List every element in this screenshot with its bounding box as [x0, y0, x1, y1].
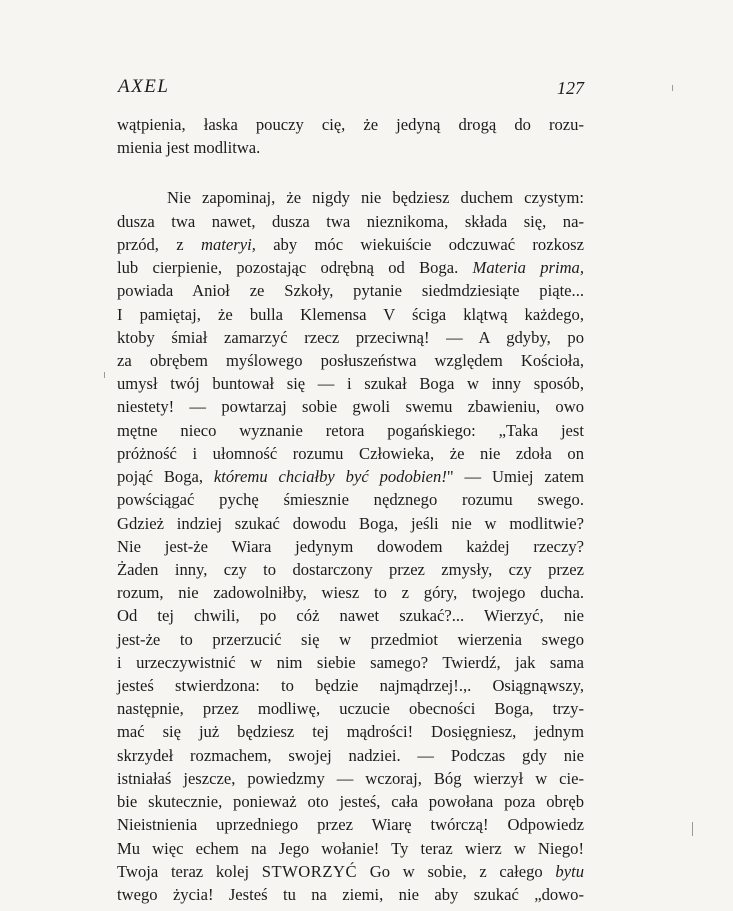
running-title: AXEL: [118, 76, 170, 97]
text-segment: aby móc wiekuiście odczuwać rozkosz: [255, 234, 585, 254]
text-line: [117, 372, 584, 395]
margin-mark: [672, 85, 673, 91]
text-segment: pojąć Boga,: [117, 467, 214, 487]
text-segment: Twoja teraz kolej: [117, 861, 262, 881]
text-segment: mać się już będziesz tej mądrości! Dosięgniesz, jednym: [117, 722, 584, 742]
margin-mark: [692, 822, 693, 836]
text-segment: Mu więc echem na Jego wołanie! Ty teraz wierz w Niego!: [117, 838, 584, 858]
text-segment: istniałaś jeszcze, powiedzmy — wczoraj, Bóg wierzył w cie-: [117, 768, 584, 788]
text-line: [117, 674, 584, 697]
running-head: [118, 76, 584, 102]
text-line: [117, 488, 584, 511]
italic-text: materyi,: [201, 234, 256, 254]
text-segment: umysł twój buntował się — i szukał Boga w inny sposób,: [117, 374, 584, 394]
paragraph: [117, 113, 584, 159]
text-line: [117, 210, 584, 233]
text-segment: dusza twa nawet, dusza twa nieznikoma, składa się, na-: [117, 211, 584, 231]
text-line: [117, 465, 584, 488]
text-line: [117, 860, 584, 883]
text-segment: bie skutecznie, ponieważ oto jesteś, cała powołana poza obręb: [117, 792, 584, 812]
text-segment: powiada Anioł ze Szkoły, pytanie siedmdziesiąte piąte...: [117, 281, 584, 301]
text-line: [117, 395, 584, 418]
text-segment: Nie zapominaj, że nigdy nie będziesz duchem czystym:: [167, 188, 584, 208]
text-segment: mętne nieco wyznanie retora pogańskiego: „Taka jest: [117, 420, 584, 440]
text-segment: Od tej chwili, po cóż nawet szukać?... Wierzyć, nie: [117, 606, 584, 626]
text-segment: wątpienia, łaska pouczy cię, że jedyną drogą do rozu-: [117, 115, 584, 134]
text-line: [117, 744, 584, 767]
text-line: [117, 442, 584, 465]
italic-text: któremu chciałby być podobien!: [213, 467, 447, 487]
text-segment: mienia jest modlitwa.: [117, 138, 261, 158]
text-line: [117, 697, 584, 720]
text-line: [117, 790, 584, 813]
text-segment: jest-że to przerzucić się w przedmiot wierzenia swego: [117, 629, 584, 649]
text-segment: " — Umiej zatem: [446, 467, 584, 487]
text-line: [117, 581, 584, 604]
text-line: [117, 604, 584, 627]
text-segment: twego życia! Jesteś tu na ziemi, nie aby szukać „dowo-: [117, 885, 584, 904]
text-line: [117, 303, 584, 326]
text-segment: niestety! — powtarzaj sobie gwoli swemu zbawieniu, owo: [117, 397, 584, 417]
text-segment: i urzeczywistnić w nim siebie samego? Twierdź, jak sama: [117, 652, 584, 672]
text-line: [117, 813, 584, 836]
small-caps-text: STWORZYĆ: [261, 861, 358, 881]
text-segment: za obrębem myślowego posłuszeństwa względem Kościoła,: [117, 350, 584, 370]
text-segment: Żaden inny, czy to dostarczony przez zmysły, czy przez: [117, 559, 584, 579]
text-segment: skrzydeł rozmachem, swojej nadziei. — Podczas gdy nie: [117, 745, 584, 765]
text-line: [117, 136, 584, 159]
text-segment: przód, z: [117, 234, 201, 254]
text-line: [117, 186, 584, 209]
text-line: [117, 256, 584, 279]
paragraph: [117, 186, 584, 906]
text-segment: rozum, nie zadowolniłby, wiesz to z góry, twojego ducha.: [117, 583, 584, 603]
text-line: [117, 558, 584, 581]
text-line: [117, 113, 584, 136]
text-line: [117, 767, 584, 790]
text-segment: lub cierpienie, pozostając odrębną od Boga.: [117, 258, 473, 278]
text-segment: Gdzież indziej szukać dowodu Boga, jeśli nie w modlitwie?: [117, 513, 584, 533]
text-line: [117, 883, 584, 906]
text-segment: następnie, przez modliwę, uczucie obecności Boga, trzy-: [117, 699, 584, 719]
text-line: [117, 837, 584, 860]
text-line: [117, 279, 584, 302]
text-segment: I pamiętaj, że bulla Klemensa V ściga klątwą każdego,: [117, 304, 584, 324]
margin-mark: [104, 372, 105, 378]
text-line: [117, 349, 584, 372]
text-line: [117, 720, 584, 743]
italic-text: bytu: [555, 861, 584, 881]
text-segment: Nieistnienia uprzedniego przez Wiarę twórczą! Odpowiedz: [117, 815, 584, 835]
text-segment: próżność i ułomność rozumu Człowieka, że nie zdoła on: [117, 443, 584, 463]
text-line: [117, 512, 584, 535]
text-line: [117, 326, 584, 349]
text-segment: jesteś stwierdzona: to będzie najmądrzej!.,. Osiągnąwszy,: [117, 676, 584, 696]
text-segment: powściągać pychę śmiesznie nędznego rozumu swego.: [117, 490, 584, 510]
page-number: 127: [557, 78, 584, 98]
text-segment: Go w sobie, z całego: [357, 861, 556, 881]
text-line: [117, 651, 584, 674]
text-segment: Nie jest-że Wiara jedynym dowodem każdej rzeczy?: [117, 536, 584, 556]
text-line: [117, 419, 584, 442]
text-line: [117, 535, 584, 558]
body-text: [117, 113, 584, 906]
text-line: [117, 233, 584, 256]
italic-text: Materia prima,: [472, 258, 585, 278]
text-line: [117, 628, 584, 651]
text-segment: ktoby śmiał zamarzyć rzecz przeciwną! — A gdyby, po: [117, 327, 584, 347]
paragraph-gap: [117, 159, 584, 186]
